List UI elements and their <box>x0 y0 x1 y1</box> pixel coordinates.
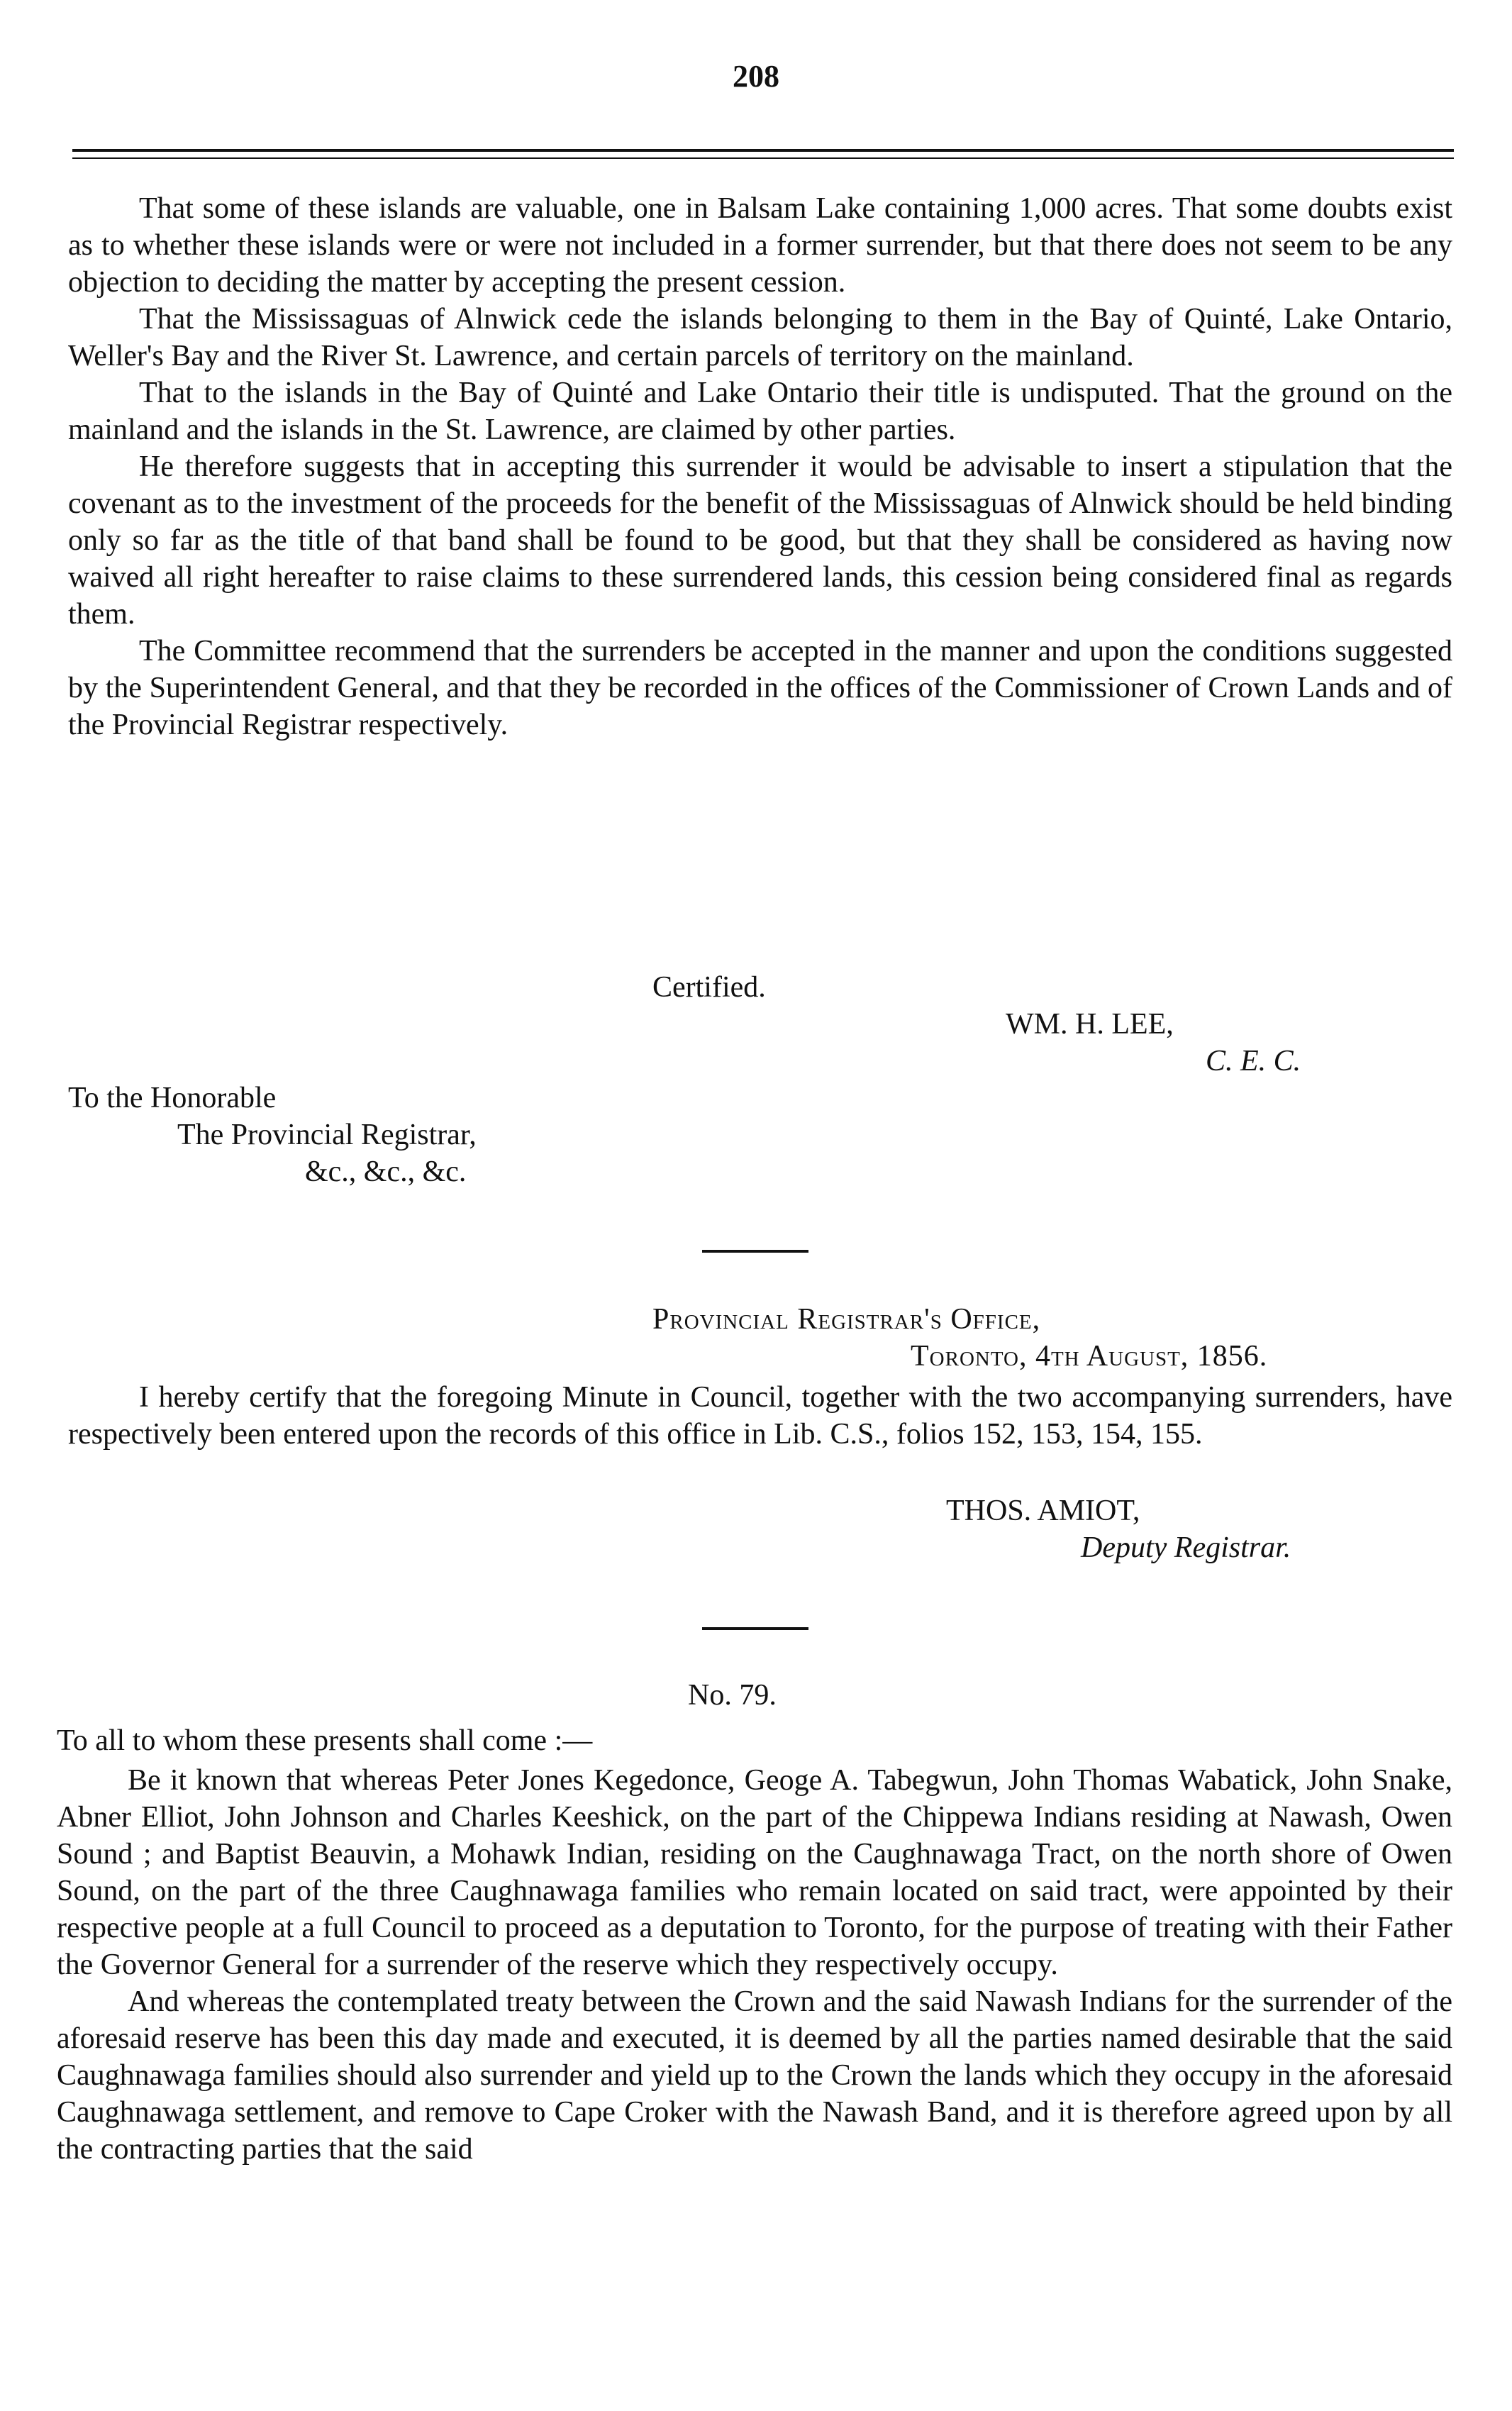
paragraph: He therefore suggests that in accepting this surrender it would be advisable to insert a stipulation that the covenant as to the investment of the proceeds for the benefit of the Mississaguas of Alnwick should be held binding only so far as the title of that band shall be found to be good, but that they shall be considered as having now waived all right hereafter to raise claims to these surrendered lands, this cession being considered final as regards them. <box>68 450 1452 631</box>
registrar-title: Deputy Registrar. <box>1081 1531 1291 1564</box>
paragraph: That some of these islands are valuable, one in Balsam Lake containing 1,000 acres. That some doubts exist as to whether these islands were or were not included in a former surrender, but that there does not seem to be any objection to deciding the matter by accepting the present cession. <box>68 192 1452 299</box>
signer-name: WM. H. LEE, <box>1006 1008 1174 1041</box>
page-number: 208 <box>733 59 779 94</box>
office-heading: Provincial Registrar's Office, <box>652 1303 1041 1336</box>
addressee-line: &c., &c., &c. <box>305 1155 467 1188</box>
header-rule-thin <box>72 157 1454 159</box>
paragraph: That the Mississaguas of Alnwick cede the islands belonging to them in the Bay of Quinté, Lake Ontario, Weller's Bay and the River St. Lawrence, and certain parcels of territory on the mainland. <box>68 303 1452 372</box>
signer-title: C. E. C. <box>1206 1045 1301 1077</box>
certified-label: Certified. <box>652 971 766 1004</box>
place-date: Toronto, 4th August, 1856. <box>911 1340 1268 1373</box>
section-divider <box>702 1627 808 1630</box>
opening-line: To all to whom these presents shall come :— <box>57 1724 593 1757</box>
registrar-name: THOS. AMIOT, <box>946 1495 1140 1527</box>
addressee-line: The Provincial Registrar, <box>177 1119 477 1151</box>
registrar-certificate <box>68 1379 1452 1453</box>
paragraph: The Committee recommend that the surrenders be accepted in the manner and upon the conditions suggested by the Superintendent General, and that they be recorded in the offices of the Commissioner of Crown Lands and of the Provincial Registrar respectively. <box>68 635 1452 741</box>
paragraph: And whereas the contemplated treaty between the Crown and the said Nawash Indians for the surrender of the aforesaid reserve has been this day made and executed, it is deemed by all the parties named desirable that the said Caughnawaga families should also surrender and yield up to the Crown the lands which they occupy in the aforesaid Caughnawaga settlement, and remove to Cape Croker with the Nawash Band, and it is therefore agreed upon by all the contracting parties that the said <box>57 1985 1452 2166</box>
section-divider <box>702 1250 808 1253</box>
paragraph: Be it known that whereas Peter Jones Kegedonce, Geoge A. Tabegwun, John Thomas Wabatick, John Snake, Abner Elliot, John Johnson and Charles Keeshick, on the part of the Chippewa Indians residing at Nawash, Owen Sound ; and Baptist Beauvin, a Mohawk Indian, residing on the Caughnawaga Tract, on the north shore of Owen Sound, on the part of the three Caughnawaga families who remain located on said tract, were appointed by their respective people at a full Council to proceed as a deputation to Toronto, for the purpose of treating with their Father the Governor General for a surrender of the reserve which they respectively occupy. <box>57 1764 1452 1981</box>
addressee-line: To the Honorable <box>68 1082 277 1114</box>
treaty-text <box>57 1762 1452 2168</box>
paragraph: That to the islands in the Bay of Quinté and Lake Ontario their title is undisputed. That the ground on the mainland and the islands in the St. Lawrence, are claimed by other parties. <box>68 377 1452 446</box>
paragraph: I hereby certify that the foregoing Minute in Council, together with the two accompanying surrenders, have respectively been entered upon the records of this office in Lib. C.S., folios 152, 153, 154, 155. <box>68 1381 1452 1451</box>
committee-report <box>68 190 1452 743</box>
document-number: No. 79. <box>688 1679 777 1712</box>
header-rule <box>72 149 1454 152</box>
